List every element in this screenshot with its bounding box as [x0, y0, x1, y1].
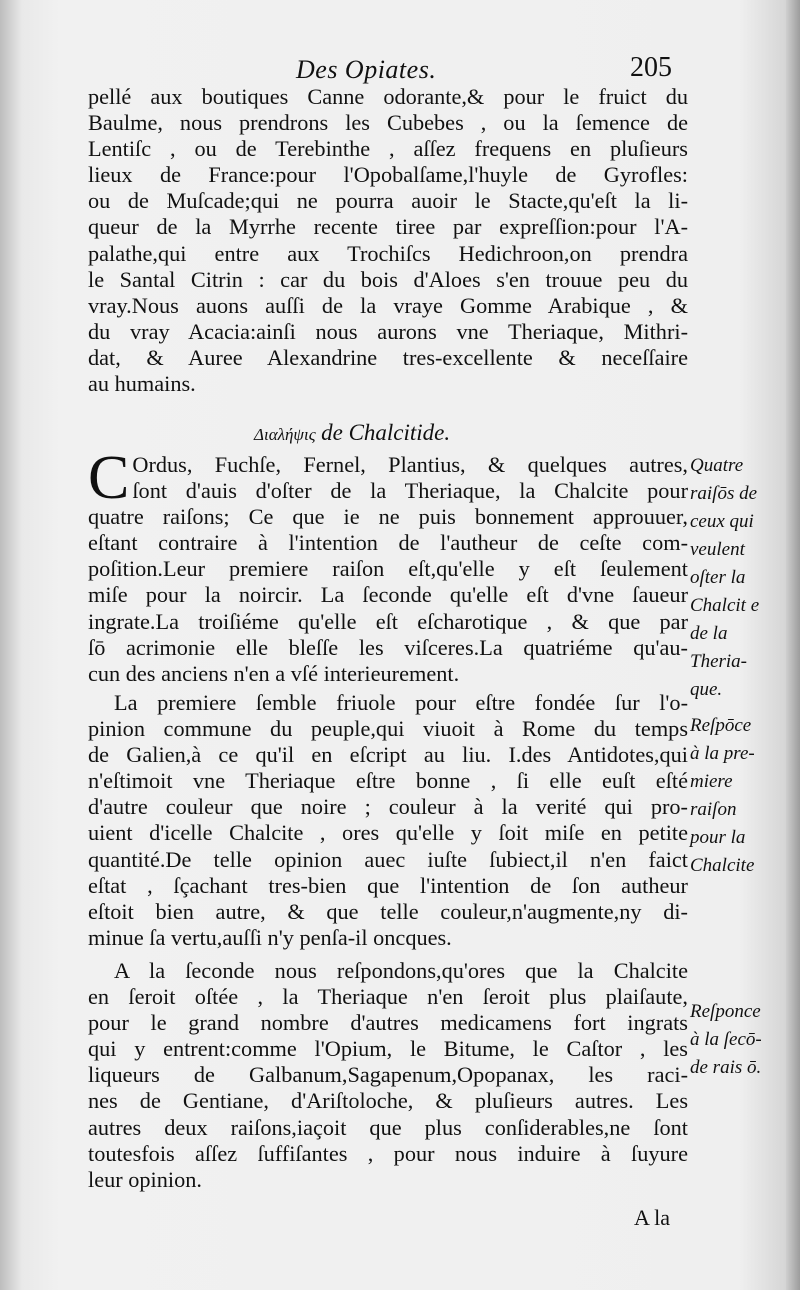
- text-line: eſtat , ſçachant tres-bien que l'intention de ſon autheur: [88, 872, 688, 898]
- text-line: toutesfois aſſez ſuffiſantes , pour nous induire à ſuyure: [88, 1140, 688, 1166]
- text-line: ſont d'auis d'oſter de la Theriaque, la Chalcite pour: [132, 478, 688, 504]
- margin-note-line: à la ſecō-: [690, 1029, 762, 1050]
- text-line: minue ſa vertu,auſſi n'y penſa-il oncques.: [88, 924, 452, 950]
- margin-note-line: Reſponce: [690, 1001, 761, 1022]
- margin-note-line: pour la: [690, 827, 746, 848]
- text-line: nes de Gentiane, d'Ariſtoloche, & pluſieurs autres. Les: [88, 1088, 688, 1114]
- running-head: Des Opiates.: [296, 55, 437, 84]
- text-line: ingrate.La troiſiéme qu'elle eſt eſcharotique , & que par: [88, 608, 688, 634]
- margin-note-line: Theria-: [690, 651, 747, 672]
- text-line: qui y entrent:comme l'Opium, le Bitume, le Caſtor , les: [88, 1036, 688, 1062]
- margin-note-line: Reſpōce: [690, 715, 752, 736]
- text-line: de Galien,à ce qu'il en eſcript au liu. I.des Antidotes,qui: [88, 742, 688, 768]
- margin-note-2: [690, 712, 790, 880]
- margin-note-line: Chalcit e: [690, 595, 760, 616]
- text-line: ſō acrimonie elle bleſſe les viſceres.La quatriéme qu'au-: [88, 634, 688, 660]
- text-line: La premiere ſemble friuole pour eſtre fondée ſur l'o-: [114, 690, 688, 715]
- text-line: Lentiſc , ou de Terebinthe , aſſez frequens en pluſieurs: [88, 136, 688, 162]
- margin-note-line: raiſon: [690, 799, 737, 820]
- text-line: queur de la Myrrhe recente tiree par expreſſion:pour l'A-: [88, 214, 688, 240]
- text-line: eſtoit bien autre, & que telle couleur,n'augmente,ny di-: [88, 898, 688, 924]
- text-line: autres deux raiſons,iaçoit que plus conſiderables,ne ſont: [88, 1114, 688, 1140]
- margin-note-line: Quatre: [690, 455, 744, 476]
- text-line: Baulme, nous prendrons les Cubebes , ou la ſemence de: [88, 110, 688, 136]
- margin-note-line: miere: [690, 771, 733, 792]
- text-line: liqueurs de Galbanum,Sagapenum,Opopanax, les raci-: [88, 1062, 688, 1088]
- text-line: du vray Acacia:ainſi nous aurons vne Theriaque, Mithri-: [88, 318, 688, 344]
- margin-note-line: de la: [690, 623, 728, 644]
- text-line: pour le grand nombre d'autres medicamens fort ingrats: [88, 1010, 688, 1036]
- paragraph-1: [88, 84, 688, 397]
- text-line: en ſeroit oſtée , la Theriaque n'en ſeroit plus plaiſaute,: [88, 984, 688, 1010]
- paragraph-3: [88, 690, 688, 951]
- text-line: eſtant contraire à l'intention de l'autheur de ceſte com-: [88, 530, 688, 556]
- text-line: d'autre couleur que noire ; couleur à la verité qui pro-: [88, 794, 688, 820]
- catchword: A la: [634, 1205, 671, 1230]
- drop-cap: C: [88, 444, 130, 512]
- margin-note-line: ceux qui: [690, 511, 754, 532]
- text-line: lieux de France:pour l'Opobalſame,l'huyle de Gyrofles:: [88, 162, 688, 188]
- text-line: uient d'icelle Chalcite , ores qu'elle y ſoit miſe en petite: [88, 820, 688, 846]
- text-line: dat, & Auree Alexandrine tres-excellente & neceſſaire: [88, 344, 688, 370]
- page-number: 205: [630, 52, 672, 83]
- margin-note-line: à la pre-: [690, 743, 755, 764]
- paragraph-2: [88, 444, 688, 687]
- text-line: Ordus, Fuchſe, Fernel, Plantius, & quelques autres,: [132, 452, 688, 477]
- text-line: ou de Muſcade;qui ne pourra auoir le Stacte,qu'eſt la li-: [88, 188, 688, 214]
- text-line: poſition.Leur premiere raiſon eſt,qu'elle y eſt ſeulement: [88, 556, 688, 582]
- text-line: quantité.De telle opinion auec iuſte ſubiect,il n'en faict: [88, 846, 688, 872]
- margin-note-1: [690, 452, 790, 704]
- text-line: quatre raiſons; Ce que ie ne puis bonnement approuuer,: [88, 504, 688, 530]
- text-line: palathe,qui entre aux Trochiſcs Hedichroon,on prendra: [88, 240, 688, 266]
- margin-note-line: que.: [690, 679, 723, 700]
- margin-note-line: de rais ō.: [690, 1057, 762, 1078]
- paragraph-4: [88, 958, 688, 1193]
- text-line: pinion commune du peuple,qui viuoit à Rome du temps: [88, 716, 688, 742]
- margin-note-line: oſter la: [690, 567, 746, 588]
- text-line: A la ſeconde nous reſpondons,qu'ores que la Chalcite: [114, 958, 688, 983]
- section-title-greek: Διαλήψις: [254, 425, 316, 444]
- text-line: le Santal Citrin : car du bois d'Aloes s'en trouue peu du: [88, 266, 688, 292]
- text-line: au humains.: [88, 371, 196, 397]
- text-line: n'eſtimoit vne Theriaque eſtre bonne , ſi elle euſt eſté: [88, 768, 688, 794]
- text-line: vray.Nous auons auſſi de la vraye Gomme Arabique , &: [88, 292, 688, 318]
- text-line: pellé aux boutiques Canne odorante,& pour le fruict du: [88, 84, 688, 109]
- margin-note-line: raiſōs de: [690, 483, 758, 504]
- text-line: cun des anciens n'en a vſé interieurement.: [88, 660, 460, 686]
- margin-note-3: [690, 998, 790, 1082]
- margin-note-line: veulent: [690, 539, 745, 560]
- section-title-text: de Chalcitide.: [321, 420, 451, 445]
- text-line: leur opinion.: [88, 1166, 202, 1192]
- text-line: miſe pour la noircir. La ſeconde qu'elle eſt d'vne ſaueur: [88, 582, 688, 608]
- margin-note-line: Chalcite: [690, 855, 755, 876]
- section-title: [254, 420, 450, 446]
